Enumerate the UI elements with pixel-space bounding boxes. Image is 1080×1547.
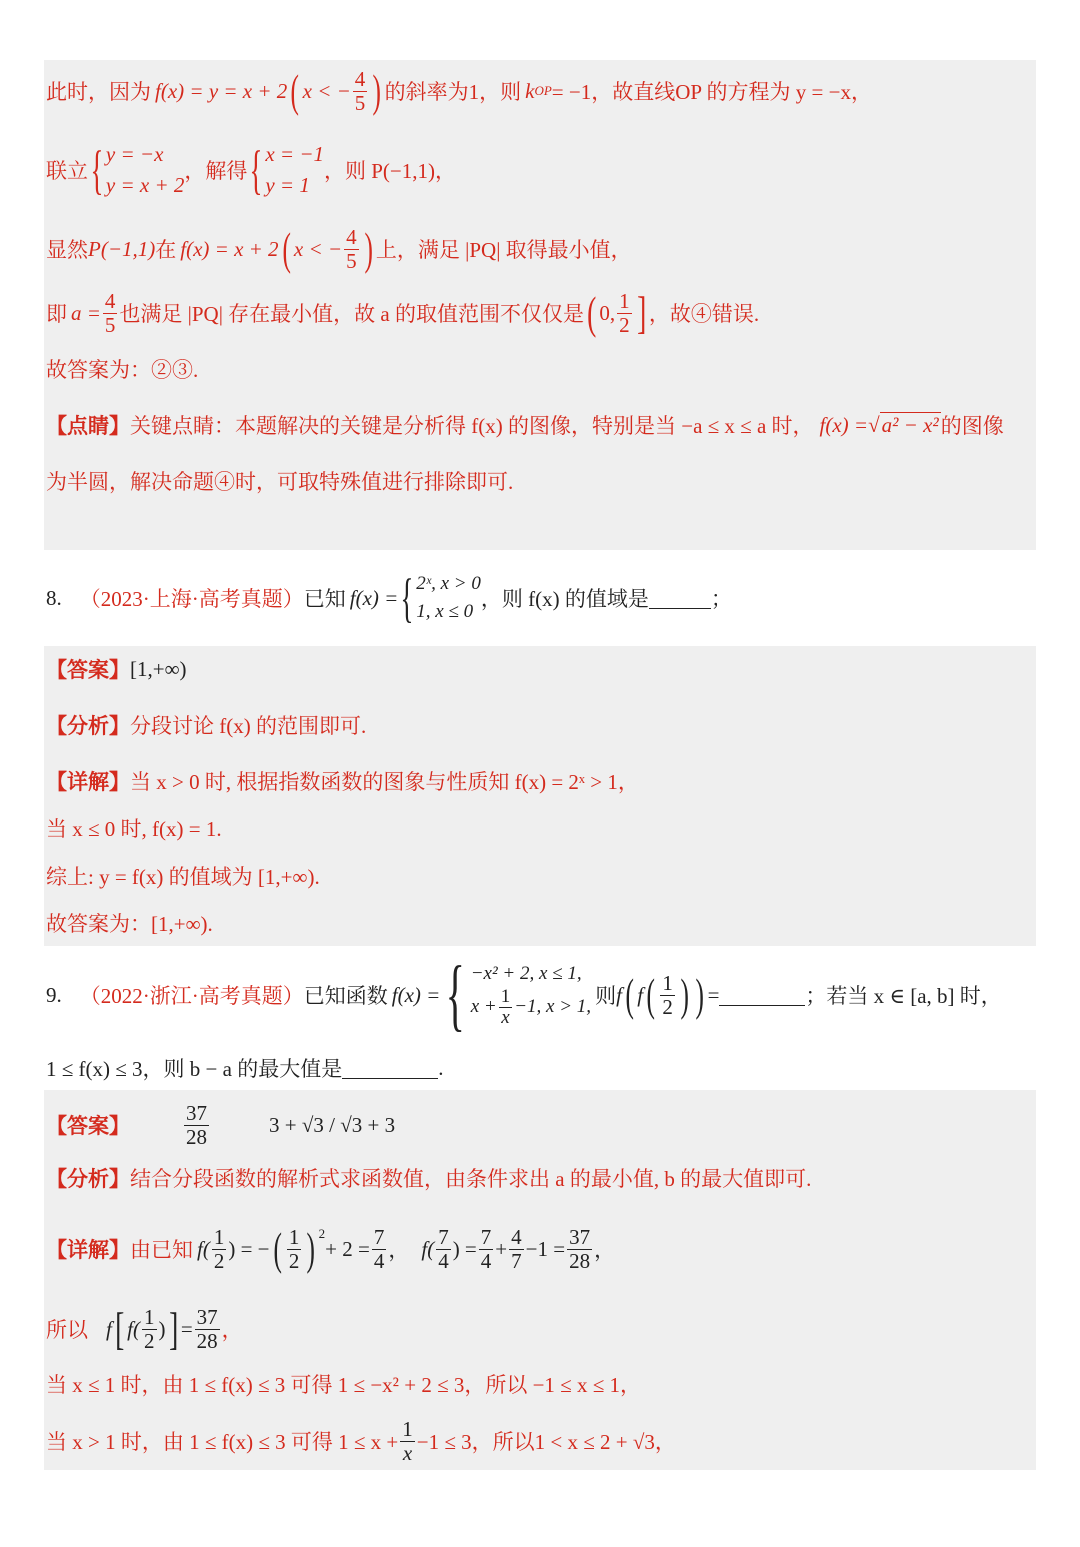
math-fx: f(x) = [391, 982, 441, 1007]
fraction: $\frac{4}{5}$ [354, 67, 366, 115]
answer-fraction: $\frac{37}{28}$ [186, 1101, 207, 1149]
math-f: f [616, 982, 622, 1007]
paren-left: ( [646, 969, 655, 1020]
fraction: $\frac{7}{4}$ [438, 1225, 449, 1273]
text: ； [710, 587, 732, 611]
paren-right: ) [372, 65, 382, 116]
text: 所以 [46, 1318, 88, 1342]
math-k: k [525, 78, 535, 103]
text: 由已知 [130, 1238, 193, 1262]
fraction: $\frac{1}{2}$ [213, 1225, 225, 1273]
bracket-right: ] [636, 287, 646, 338]
text: ；若当 x ∈ [a, b] 时， [805, 984, 1002, 1008]
q9-detail-4 [46, 1414, 676, 1468]
fraction: $\frac{7}{4}$ [373, 1225, 385, 1273]
q9-detail-1 [46, 1218, 615, 1280]
bracket-left: ( [587, 287, 597, 338]
text: 当 x > 0 时, 根据指数函数的图象与性质知 f(x) = 2ˣ > 1， [130, 770, 639, 794]
q7-line-2 [46, 138, 456, 202]
text: 则 [595, 984, 617, 1008]
text: ，解得 [184, 159, 248, 183]
text: 上，满足 |PQ| 取得最小值， [375, 238, 632, 262]
math: ) = − [228, 1236, 270, 1261]
math: ， [388, 1238, 410, 1262]
tag-answer: 【答案】 [46, 658, 130, 682]
math-a: a = [71, 300, 101, 325]
text: 当 x ≤ 0 时, f(x) = 1. [46, 817, 222, 841]
text: 为半圆，解决命题④时，可取特殊值进行排除即可. [46, 470, 514, 494]
text: = −1， [551, 80, 613, 104]
question-source: （2022·浙江·高考真题） [79, 984, 304, 1008]
text: 的图像 [940, 414, 1004, 438]
q9-stem-2 [46, 1052, 443, 1084]
paren-left: ( [625, 969, 634, 1020]
math: ) [158, 1316, 166, 1341]
paren-right: ) [695, 969, 705, 1020]
answer-value: 3 + √3 / √3 + 3 [269, 1112, 396, 1137]
brace: { [400, 568, 414, 628]
q8-analysis [46, 708, 366, 742]
q9-detail-3 [46, 1368, 641, 1400]
equation-system: x = −1 y = 1 [265, 141, 324, 197]
q9-analysis [46, 1162, 811, 1194]
text: 当 x ≤ 1 时，由 1 ≤ f(x) ≤ 3 可得 1 ≤ −x² + 2 ≤ 3，所以 −1 ≤ x ≤ 1， [46, 1373, 641, 1397]
paren-right: ) [680, 969, 689, 1020]
fraction: $\frac{37}{28}$ [196, 1305, 218, 1353]
q9-stem [46, 950, 1002, 1040]
brace: { [445, 951, 466, 1039]
paren-left: ( [282, 223, 291, 274]
math-point: P(−1,1) [88, 236, 156, 261]
math-expr: f(x) = x + 2 [180, 236, 279, 261]
math-radicand: a² − x² [881, 413, 939, 437]
math-f: f [637, 982, 644, 1007]
q7-line-7 [46, 466, 513, 496]
text: 结合分段函数的解析式求函数值，由条件求出 a 的最小值, b 的最大值即可. [130, 1167, 812, 1191]
text: 已知 [303, 587, 346, 611]
q8-answer [46, 654, 187, 684]
question-source: （2023·上海·高考真题） [79, 587, 304, 611]
math-cond: x < − [302, 78, 351, 103]
math: f( [421, 1236, 435, 1261]
text: . [438, 1055, 444, 1080]
fraction: $\frac{1}{x}$ [402, 1417, 413, 1465]
piecewise-cases: 2ˣ, x > 0 1, x ≤ 0 [416, 572, 481, 622]
fraction: $\frac{7}{4}$ [480, 1225, 492, 1273]
bracket-left: [ [114, 1303, 125, 1354]
answer-blank [719, 985, 805, 1006]
fraction: $\frac{4}{5}$ [346, 225, 357, 273]
q8-detail-3 [46, 860, 320, 892]
text: 1 ≤ f(x) ≤ 3，则 b − a 的最大值是 [46, 1057, 343, 1081]
math: f( [197, 1236, 210, 1261]
fraction: $\frac{37}{28}$ [569, 1225, 591, 1273]
fraction: $\frac{4}{5}$ [104, 289, 116, 337]
q8-detail-2 [46, 812, 222, 844]
q7-line-1 [46, 64, 872, 118]
text: 的斜率为1，则 [384, 80, 522, 104]
text: 故直线OP 的方程为 y = −x， [612, 80, 872, 104]
text: 故答案为：②③. [46, 358, 199, 382]
answer-blank [649, 588, 711, 609]
math: f [106, 1316, 112, 1341]
q8-detail-1 [46, 765, 639, 797]
q7-line-5 [46, 354, 198, 384]
text: −1 ≤ 3，所以 [416, 1430, 535, 1454]
text: ， [221, 1318, 243, 1342]
math-expr: f(x) = y = x + 2 [155, 78, 288, 103]
answer-blank [342, 1058, 438, 1079]
piecewise-cases: −x² + 2, x ≤ 1, x + $\frac{1}{x}$ −1, x > 1, [470, 963, 592, 1028]
tag-detail: 【详解】 [46, 770, 130, 794]
paren-left: ( [272, 1223, 282, 1274]
brace: { [90, 140, 104, 200]
math: f( [127, 1316, 140, 1341]
question-number: 9. [46, 982, 62, 1007]
equation-system: y = −x y = x + 2 [105, 141, 185, 197]
text: 故答案为：[1,+∞). [46, 912, 213, 936]
text: ，则 f(x) 的值域是 [480, 587, 649, 611]
math: −1 = [525, 1236, 566, 1261]
tag-analysis: 【分析】 [46, 714, 130, 738]
math-expr: f(x) = [819, 412, 869, 437]
answer-value: [1,+∞) [130, 656, 187, 681]
tag-detail: 【详解】 [46, 1238, 130, 1262]
math: ) = [452, 1236, 477, 1261]
math: + 2 = [325, 1236, 370, 1261]
fraction: $\frac{1}{2}$ [619, 289, 630, 337]
q8-stem [46, 566, 732, 630]
math-sub: OP [534, 83, 552, 98]
tag-dianjing: 【点睛】 [46, 414, 130, 438]
math-cond: x < − [293, 236, 343, 261]
question-number: 8. [46, 585, 62, 610]
text: 关键点睛：本题解决的关键是分析得 f(x) 的图像，特别是当 −a ≤ x ≤ a 时， [130, 414, 814, 438]
text: ，故④错误. [648, 302, 760, 326]
q7-line-3 [46, 222, 632, 276]
q8-detail-4 [46, 907, 213, 939]
q7-line-6 [46, 408, 1004, 442]
text: ，则 P(−1,1)， [324, 159, 457, 183]
square: 2 [318, 1226, 326, 1241]
text: 1 < x ≤ 2 + √3， [534, 1430, 676, 1454]
paren-right: ) [364, 223, 373, 274]
text: 也满足 |PQ| 存在最小值，故 a 的取值范围不仅仅是 [119, 302, 584, 326]
sqrt-sign: √ [868, 412, 880, 437]
tag-analysis: 【分析】 [46, 1167, 130, 1191]
text: 综上: y = f(x) 的值域为 [1,+∞). [46, 865, 320, 889]
q9-detail-2 [46, 1298, 243, 1360]
text: 此时，因为 [46, 80, 151, 104]
text: 显然 [46, 238, 88, 262]
brace: { [249, 140, 263, 200]
math-fx: f(x) = [349, 585, 399, 610]
text: 已知函数 [303, 984, 388, 1008]
text: 分段讨论 f(x) 的范围即可. [130, 714, 367, 738]
q9-answer [46, 1098, 395, 1152]
tag-answer: 【答案】 [46, 1114, 130, 1138]
fraction: $\frac{1}{2}$ [288, 1225, 300, 1273]
fraction: $\frac{1}{2}$ [144, 1305, 155, 1353]
paren-left: ( [290, 65, 300, 116]
fraction: $\frac{1}{2}$ [662, 971, 673, 1019]
text: = [707, 982, 720, 1007]
math: = [180, 1316, 193, 1341]
math: ， [594, 1238, 616, 1262]
q7-line-4 [46, 286, 759, 340]
fraction: $\frac{4}{7}$ [511, 1225, 522, 1273]
math: + [495, 1236, 508, 1261]
bracket-right: ] [168, 1303, 178, 1354]
text: 当 x > 1 时，由 1 ≤ f(x) ≤ 3 可得 1 ≤ x + [46, 1430, 399, 1454]
text: 即 [46, 302, 67, 326]
math-range: 0, [599, 300, 616, 325]
text: 在 [155, 238, 177, 262]
text: 联立 [46, 159, 88, 183]
paren-right: ) [306, 1223, 316, 1274]
